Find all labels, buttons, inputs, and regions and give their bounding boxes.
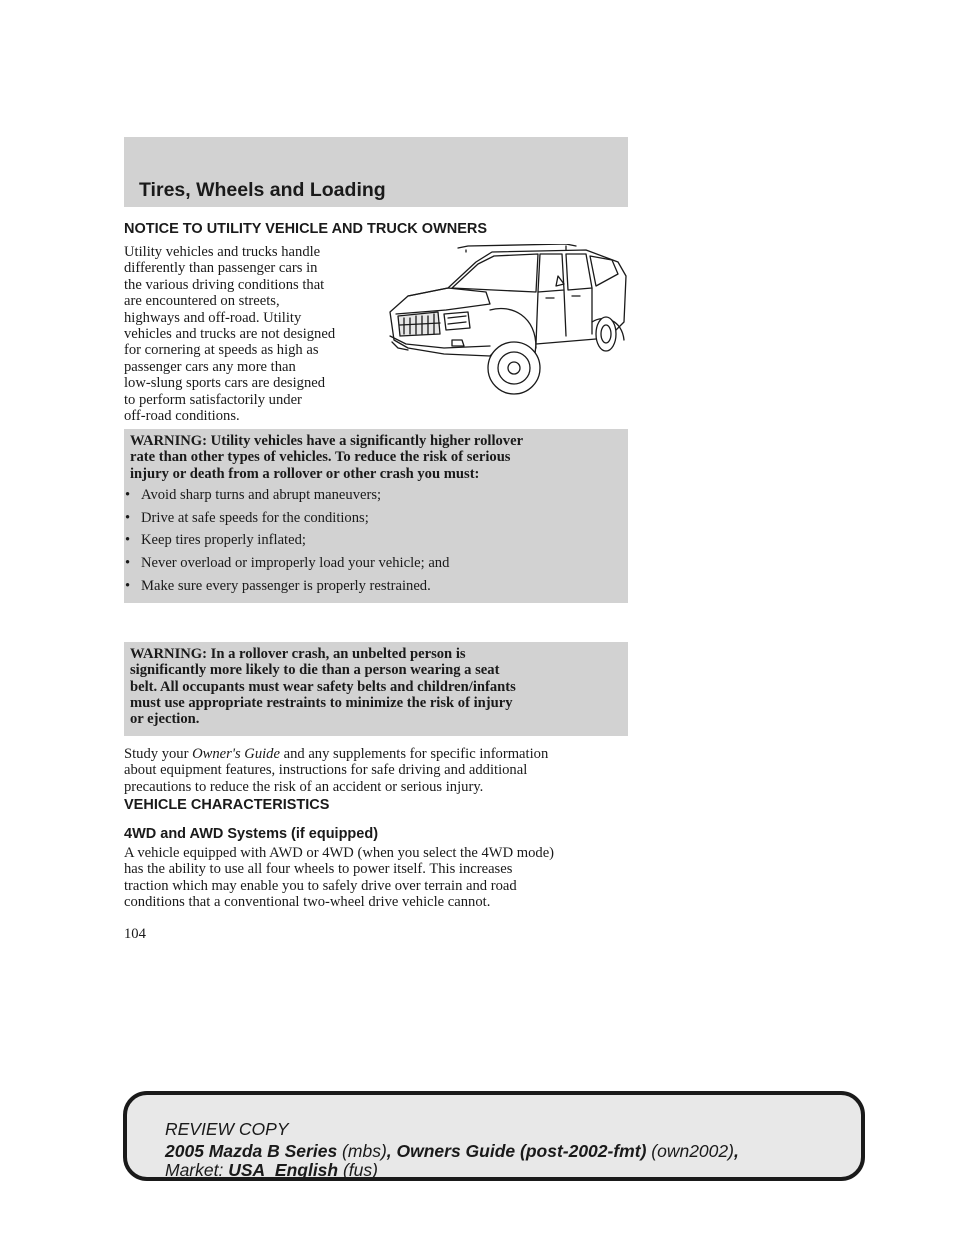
list-item: • Drive at safe speeds for the conditions;	[130, 510, 610, 526]
guide-title: Owner's Guide	[192, 746, 280, 762]
list-item: • Avoid sharp turns and abrupt maneuvers;	[130, 487, 610, 503]
separator: ,	[386, 1141, 397, 1161]
market-code: (fus)	[338, 1160, 378, 1180]
awd-line: A vehicle equipped with AWD or 4WD (when you select the 4WD mode)	[124, 845, 555, 861]
awd-paragraph	[124, 845, 634, 911]
list-item: • Keep tires properly inflated;	[130, 532, 610, 548]
warning-line: WARNING: Utility vehicles have a significantly higher rollover	[130, 433, 524, 449]
notice-line: the various driving conditions that	[124, 276, 325, 293]
list-item: • Never overload or improperly load your vehicle; and	[130, 555, 610, 571]
guide-code: (own2002)	[646, 1141, 734, 1161]
section-title: Tires, Wheels and Loading	[139, 179, 386, 201]
notice-line: off-road conditions.	[124, 408, 240, 425]
guide-name: Owners Guide (post-2002-fmt)	[396, 1141, 647, 1161]
warning-line: must use appropriate restraints to minimize the risk of injury	[130, 694, 513, 711]
page-number: 104	[124, 926, 146, 942]
notice-heading: NOTICE TO UTILITY VEHICLE AND TRUCK OWNERS	[124, 221, 488, 237]
rollover-warning-box	[124, 429, 628, 603]
review-copy-footer	[123, 1091, 865, 1181]
notice-line: low-slung sports cars are designed	[124, 375, 326, 392]
study-text: Study your	[124, 746, 193, 762]
seatbelt-warning-text	[130, 646, 610, 727]
model-name: 2005 Mazda B Series	[165, 1141, 338, 1161]
awd-line: has the ability to use all four wheels to power itself. This increases	[124, 861, 513, 878]
notice-line: highways and off-road. Utility	[124, 309, 302, 326]
seatbelt-warning-box	[124, 642, 628, 736]
notice-line: to perform satisfactorily under	[124, 391, 302, 408]
awd-line: conditions that a conventional two-wheel drive vehicle cannot.	[124, 894, 491, 911]
rollover-warning-text	[130, 433, 610, 482]
review-copy-label: REVIEW COPY	[165, 1119, 289, 1139]
warning-line: or ejection.	[130, 711, 200, 728]
warning-line: WARNING: In a rollover crash, an unbelted person is	[130, 646, 466, 662]
document-info-line	[165, 1142, 739, 1161]
warning-line: rate than other types of vehicles. To reduce the risk of serious	[130, 449, 511, 466]
notice-line: vehicles and trucks are not designed	[124, 326, 336, 343]
notice-line: differently than passenger cars in	[124, 260, 318, 277]
notice-line: for cornering at speeds as high as	[124, 342, 319, 359]
study-text: precautions to reduce the risk of an accident or serious injury.	[124, 778, 484, 795]
study-text: about equipment features, instructions for safe driving and additional	[124, 762, 528, 779]
study-text: and any supplements for specific information	[279, 746, 549, 762]
warning-line: belt. All occupants must wear safety belts and children/infants	[130, 678, 516, 695]
model-code: (mbs)	[337, 1141, 387, 1161]
market-label: Market:	[165, 1160, 229, 1180]
rollover-precautions-list	[130, 487, 610, 594]
warning-line: significantly more likely to die than a person wearing a seat	[130, 662, 500, 679]
notice-line: are encountered on streets,	[124, 293, 280, 310]
section-header	[124, 137, 628, 207]
study-guide-paragraph	[124, 746, 634, 795]
market-line	[165, 1161, 378, 1180]
list-item: • Make sure every passenger is properly restrained.	[130, 578, 610, 594]
market-name: USA_English	[228, 1160, 339, 1180]
awd-line: traction which may enable you to safely drive over terrain and road	[124, 877, 517, 894]
awd-subheading: 4WD and AWD Systems (if equipped)	[124, 826, 379, 842]
notice-line: passenger cars any more than	[124, 358, 296, 375]
suv-illustration	[386, 244, 632, 400]
vehicle-characteristics-heading: VEHICLE CHARACTERISTICS	[124, 797, 330, 813]
notice-line: Utility vehicles and trucks handle	[124, 244, 321, 260]
separator: ,	[733, 1141, 739, 1161]
warning-line: injury or death from a rollover or other crash you must:	[130, 465, 480, 482]
notice-paragraph	[124, 244, 384, 424]
